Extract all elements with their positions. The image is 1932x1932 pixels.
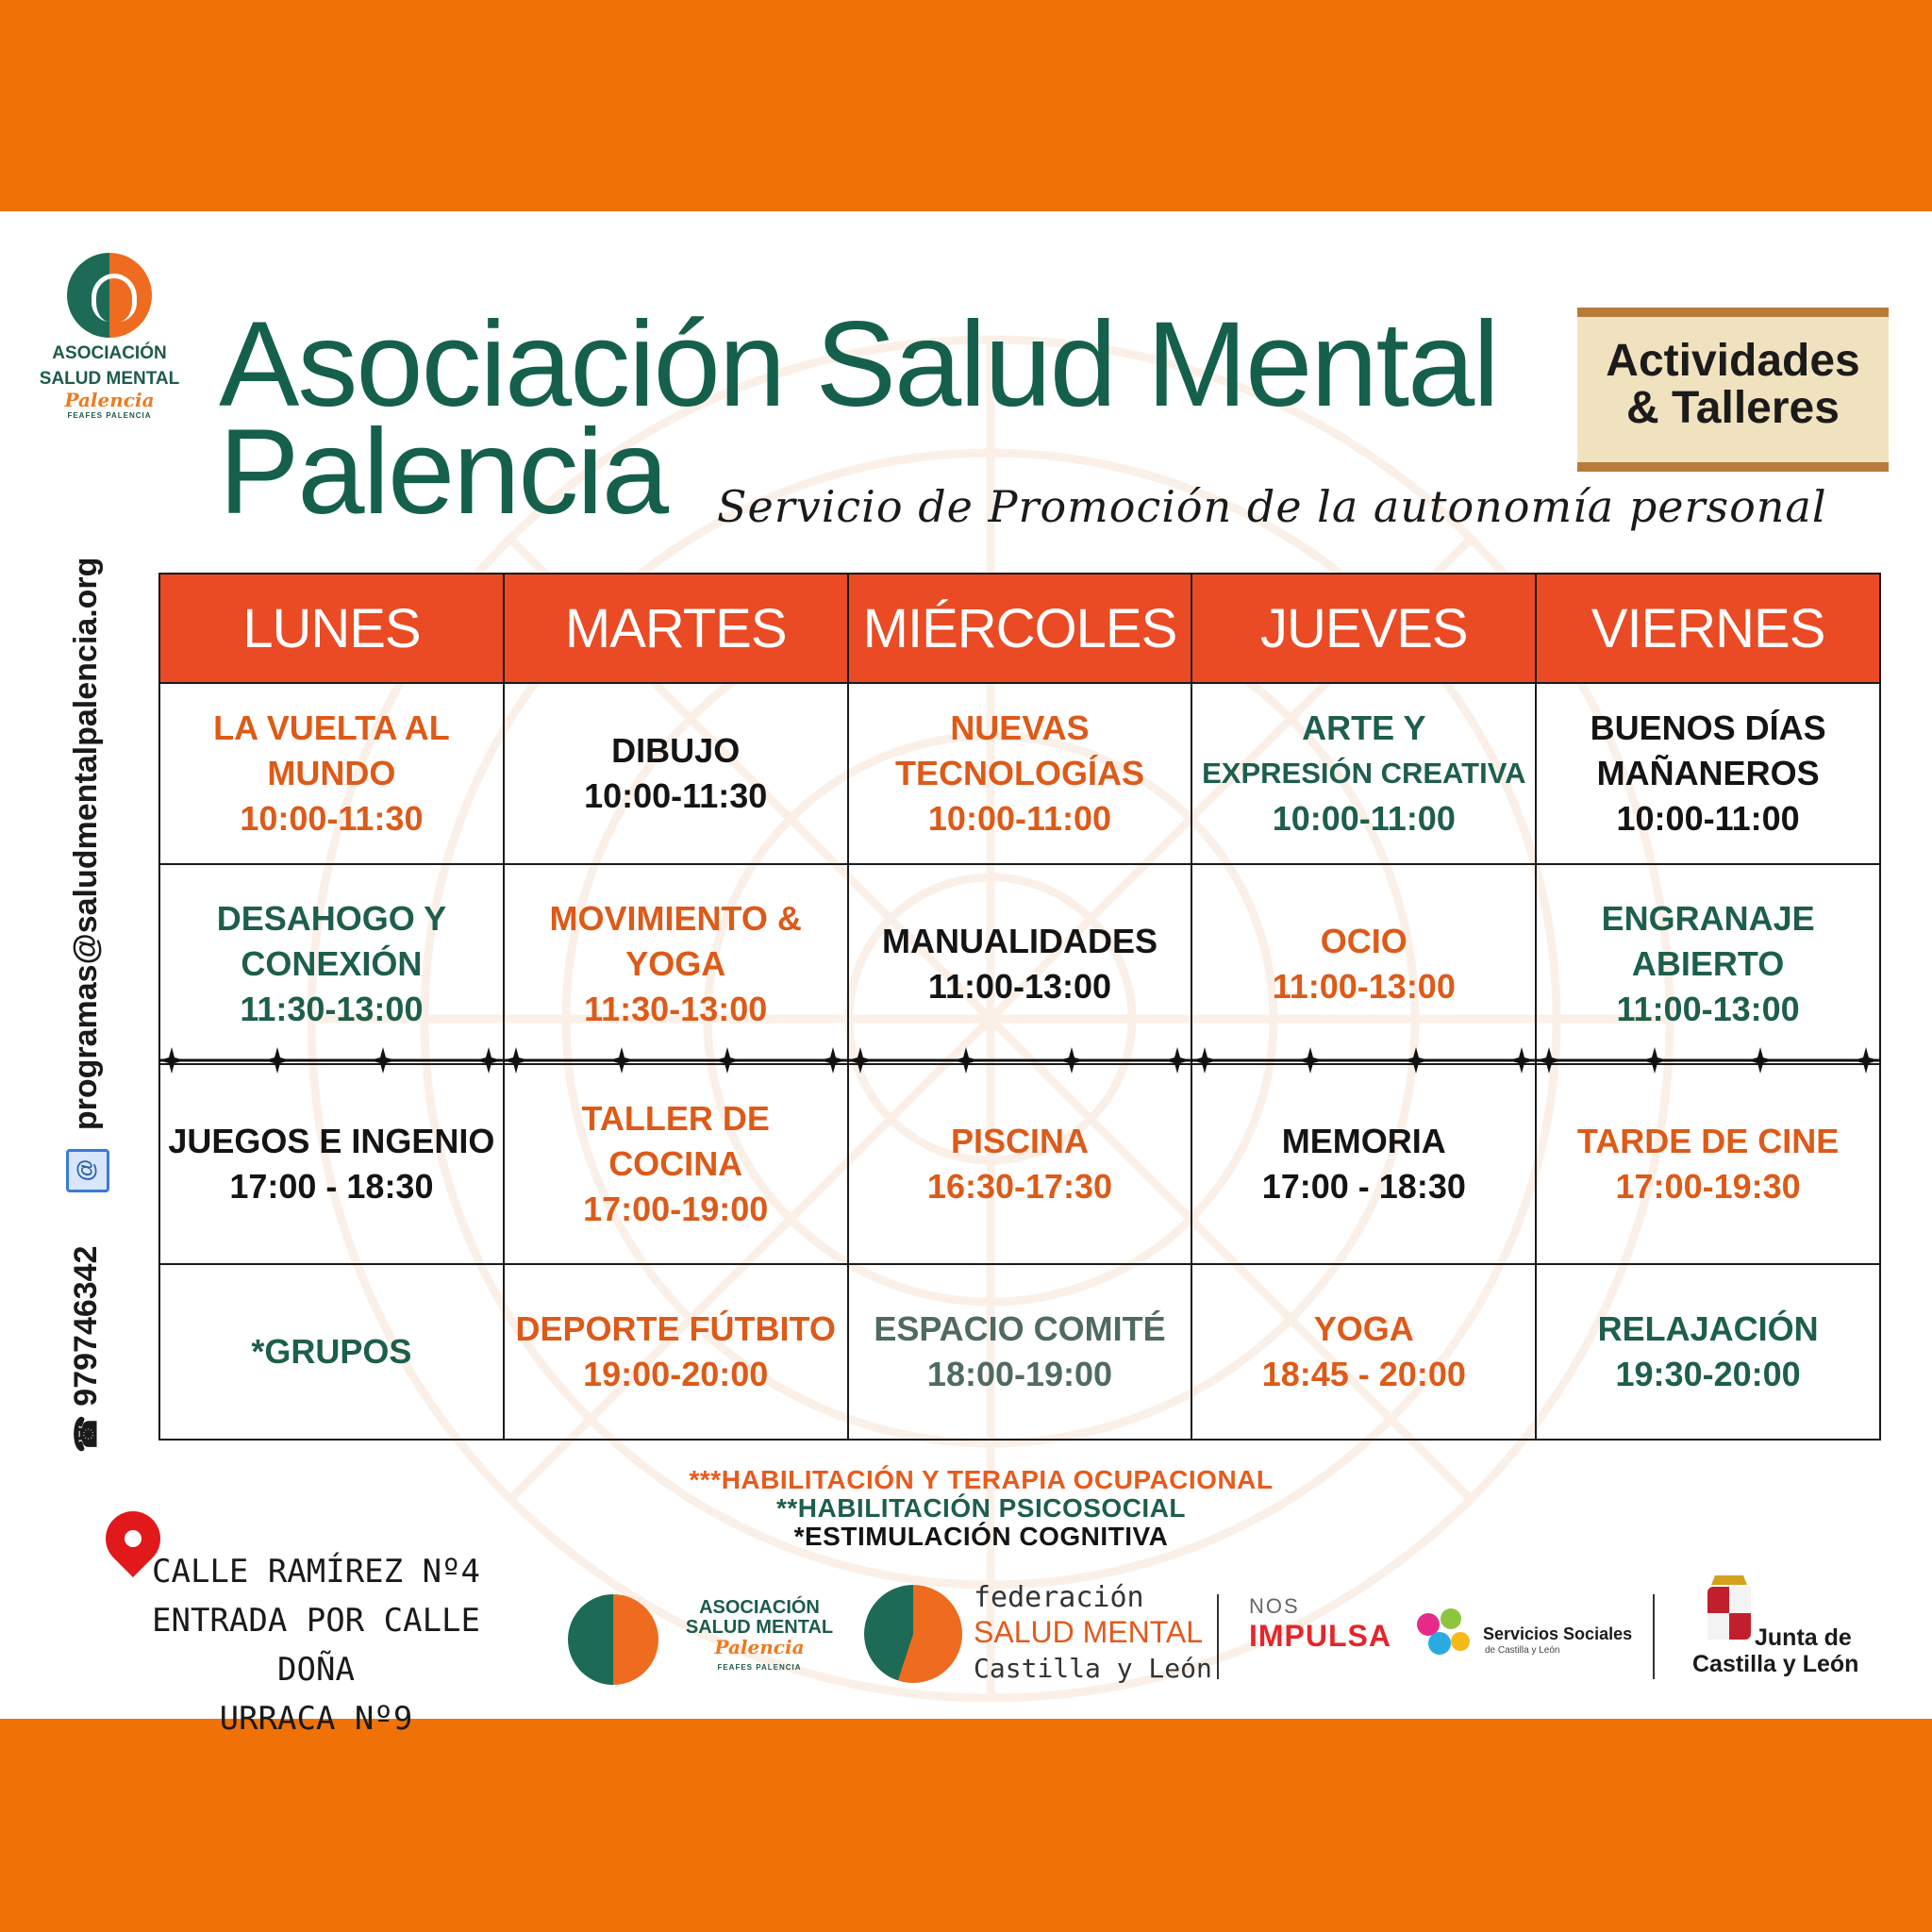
- badge-line1: Actividades: [1606, 336, 1860, 386]
- schedule-row: [159, 1264, 1880, 1440]
- activity-cell: [1536, 864, 1880, 1064]
- activity-name: DIBUJO: [611, 731, 741, 770]
- activities-badge: [1577, 308, 1889, 472]
- tree-icon: [864, 1585, 962, 1683]
- page-subtitle: Servicio de Promoción de la autonomía personal: [717, 481, 1827, 532]
- activity-cell: [159, 864, 504, 1064]
- schedule-row: [159, 683, 1880, 864]
- activity-time: 18:00-19:00: [926, 1355, 1113, 1393]
- activity-cell: [1536, 1264, 1880, 1440]
- address-line1: CALLE RAMÍREZ Nº4: [152, 1553, 480, 1591]
- footer-assoc-line3: Palencia: [714, 1636, 805, 1658]
- schedule-row: [159, 864, 1880, 1064]
- legend: [604, 1466, 1358, 1551]
- activity-time: 11:30-13:00: [240, 990, 424, 1028]
- activity-cell: [848, 683, 1192, 864]
- divider-star: [264, 1047, 291, 1074]
- activity-cell: [504, 1064, 848, 1264]
- bottom-orange-band: [0, 1719, 1932, 1932]
- divider-star: [1058, 1047, 1085, 1074]
- activity-name: NUEVAS TECNOLOGÍAS: [894, 708, 1144, 792]
- activity-cell: [504, 864, 848, 1064]
- activity-cell: [1536, 683, 1880, 864]
- activity-cell: [1536, 1064, 1880, 1264]
- activity-cell: [504, 1264, 848, 1440]
- divider-star: [1853, 1047, 1879, 1074]
- impulsa-line2: IMPULSA: [1249, 1619, 1391, 1653]
- footer-assoc-line2: SALUD MENTAL: [685, 1617, 834, 1638]
- activity-name: MANUALIDADES: [881, 922, 1158, 960]
- logo-text-line2: SALUD MENTAL: [39, 369, 180, 389]
- phone-number[interactable]: 979746342: [67, 1245, 104, 1407]
- divider-star: [1164, 1047, 1191, 1074]
- activity-name: JUEGOS E INGENIO: [168, 1122, 495, 1160]
- activity-name: MEMORIA: [1281, 1122, 1446, 1160]
- morning-afternoon-divider: [158, 1047, 1881, 1074]
- activity-time: 17:00-19:30: [1615, 1167, 1801, 1206]
- badge-line2: & Talleres: [1626, 383, 1840, 433]
- divider-star: [1297, 1047, 1324, 1074]
- activity-name: DEPORTE FÚTBITO: [515, 1309, 836, 1348]
- divider-star: [953, 1047, 979, 1074]
- divider-star: [1536, 1047, 1562, 1074]
- legend-line3: *ESTIMULACIÓN COGNITIVA: [793, 1522, 1169, 1551]
- puzzle-icon: [1407, 1598, 1483, 1674]
- activity-cell: [159, 683, 504, 864]
- activity-cell: [848, 1064, 1192, 1264]
- servicios-line1: Servicios Sociales: [1483, 1624, 1633, 1643]
- divider-star: [1641, 1047, 1668, 1074]
- footer-assoc-line4: FEAFES PALENCIA: [717, 1663, 802, 1672]
- activity-name: MOVIMIENTO & YOGA: [549, 899, 802, 983]
- address: [132, 1547, 500, 1743]
- activity-cell: [1191, 683, 1536, 864]
- footer-separator: [1217, 1594, 1219, 1679]
- activity-cell: [848, 1264, 1192, 1440]
- association-logo: [26, 253, 192, 420]
- logo-text-line3: Palencia: [64, 389, 155, 411]
- federation-line3: Castilla y León: [974, 1653, 1212, 1684]
- logo-text-line1: ASOCIACIÓN: [52, 343, 167, 363]
- logo-text-line4: FEAFES PALENCIA: [67, 411, 152, 420]
- day-header: VIERNES: [1536, 574, 1880, 683]
- activity-time: 10:00-11:30: [584, 776, 768, 815]
- activity-time: 10:00-11:00: [927, 799, 1112, 838]
- day-header: LUNES: [159, 574, 504, 683]
- tree-icon: [67, 253, 152, 338]
- servicios-line2: de Castilla y León: [1485, 1645, 1560, 1656]
- divider-star: [158, 1047, 185, 1074]
- activity-time: 10:00-11:00: [1272, 799, 1456, 838]
- divider-star: [820, 1047, 846, 1074]
- junta-line2: Castilla y León: [1692, 1651, 1859, 1677]
- activity-cell: [159, 1064, 504, 1264]
- activity-time: 11:00-13:00: [1272, 967, 1456, 1006]
- federation-line2: SALUD MENTAL: [974, 1615, 1204, 1649]
- divider-star: [847, 1047, 874, 1074]
- contact-vertical: [66, 558, 109, 1453]
- activity-name: TALLER DE COCINA: [581, 1099, 770, 1183]
- footer-assoc-line1: ASOCIACIÓN: [699, 1597, 820, 1618]
- activity-time: 11:00-13:00: [1616, 990, 1800, 1028]
- activity-time: 16:30-17:30: [926, 1167, 1113, 1206]
- activity-name: PISCINA: [950, 1122, 1089, 1160]
- activity-time: 18:45 - 20:00: [1261, 1355, 1466, 1393]
- legend-line2: **HABILITACIÓN PSICOSOCIAL: [775, 1493, 1187, 1523]
- activity-name: TARDE DE CINE: [1576, 1122, 1840, 1160]
- impulsa-line1: NOS: [1249, 1594, 1300, 1618]
- divider-star: [1747, 1047, 1774, 1074]
- nos-impulsa-logo: [1249, 1594, 1391, 1654]
- divider-star: [503, 1047, 529, 1074]
- activity-name: ARTE Y: [1302, 708, 1426, 747]
- address-line2: ENTRADA POR CALLE DOÑA: [152, 1602, 480, 1689]
- activity-name: OCIO: [1320, 922, 1407, 960]
- activity-name: *GRUPOS: [251, 1332, 412, 1371]
- divider-star: [1508, 1047, 1535, 1074]
- schedule-row: [159, 1064, 1880, 1264]
- activity-time: 10:00-11:30: [240, 799, 424, 838]
- divider-star: [475, 1047, 502, 1074]
- activity-cell: [159, 1264, 504, 1440]
- activity-name: RELAJACIÓN: [1597, 1309, 1819, 1348]
- divider-star: [608, 1047, 635, 1074]
- coat-of-arms-icon: [1706, 1574, 1753, 1645]
- tree-icon: [568, 1594, 658, 1685]
- activity-cell: [1191, 1264, 1536, 1440]
- activity-time: 11:00-13:00: [927, 967, 1112, 1006]
- divider-star: [370, 1047, 396, 1074]
- divider-star: [1191, 1047, 1218, 1074]
- activity-time: 17:00 - 18:30: [1261, 1167, 1466, 1206]
- activity-cell: [1191, 1064, 1536, 1264]
- day-header-row: [159, 574, 1880, 683]
- activity-time: 10:00-11:00: [1616, 799, 1800, 838]
- day-header: JUEVES: [1191, 574, 1536, 683]
- top-orange-band: [0, 0, 1932, 211]
- weekly-schedule: [158, 573, 1881, 1441]
- footer-separator: [1653, 1594, 1655, 1679]
- activity-name: DESAHOGO Y CONEXIÓN: [216, 899, 447, 983]
- email-address[interactable]: programas@saludmentalpalencia.org: [67, 557, 104, 1131]
- activity-subname: EXPRESIÓN CREATIVA: [1202, 757, 1526, 790]
- day-header: MIÉRCOLES: [848, 574, 1192, 683]
- address-line3: URRACA Nº9: [219, 1700, 413, 1738]
- activity-time: 19:30-20:00: [1615, 1355, 1801, 1393]
- legend-line1: ***HABILITACIÓN Y TERAPIA OCUPACIONAL: [689, 1465, 1274, 1494]
- activity-time: 11:30-13:00: [584, 990, 768, 1028]
- activity-name: LA VUELTA AL MUNDO: [213, 708, 450, 792]
- activity-name: ESPACIO COMITÉ: [874, 1309, 1166, 1348]
- activity-name: YOGA: [1313, 1309, 1414, 1348]
- activity-cell: [848, 864, 1192, 1064]
- federation-line1: federación: [974, 1581, 1144, 1614]
- activity-cell: [1191, 864, 1536, 1064]
- activity-name: BUENOS DÍAS MAÑANEROS: [1590, 708, 1826, 792]
- activity-time: 17:00-19:00: [583, 1190, 769, 1228]
- email-icon: @: [66, 1149, 109, 1192]
- activity-cell: [504, 683, 848, 864]
- activity-time: 17:00 - 18:30: [229, 1167, 434, 1206]
- divider-star: [1403, 1047, 1429, 1074]
- activity-name: ENGRANAJE ABIERTO: [1601, 899, 1815, 983]
- day-header: MARTES: [504, 574, 848, 683]
- activity-time: 19:00-20:00: [583, 1355, 769, 1393]
- phone-icon: ☎: [68, 1415, 103, 1453]
- title-line1: Asociación Salud Mental: [219, 297, 1498, 432]
- divider-star: [714, 1047, 741, 1074]
- title-line2: Palencia: [219, 405, 667, 540]
- junta-line1: Junta de: [1755, 1624, 1852, 1651]
